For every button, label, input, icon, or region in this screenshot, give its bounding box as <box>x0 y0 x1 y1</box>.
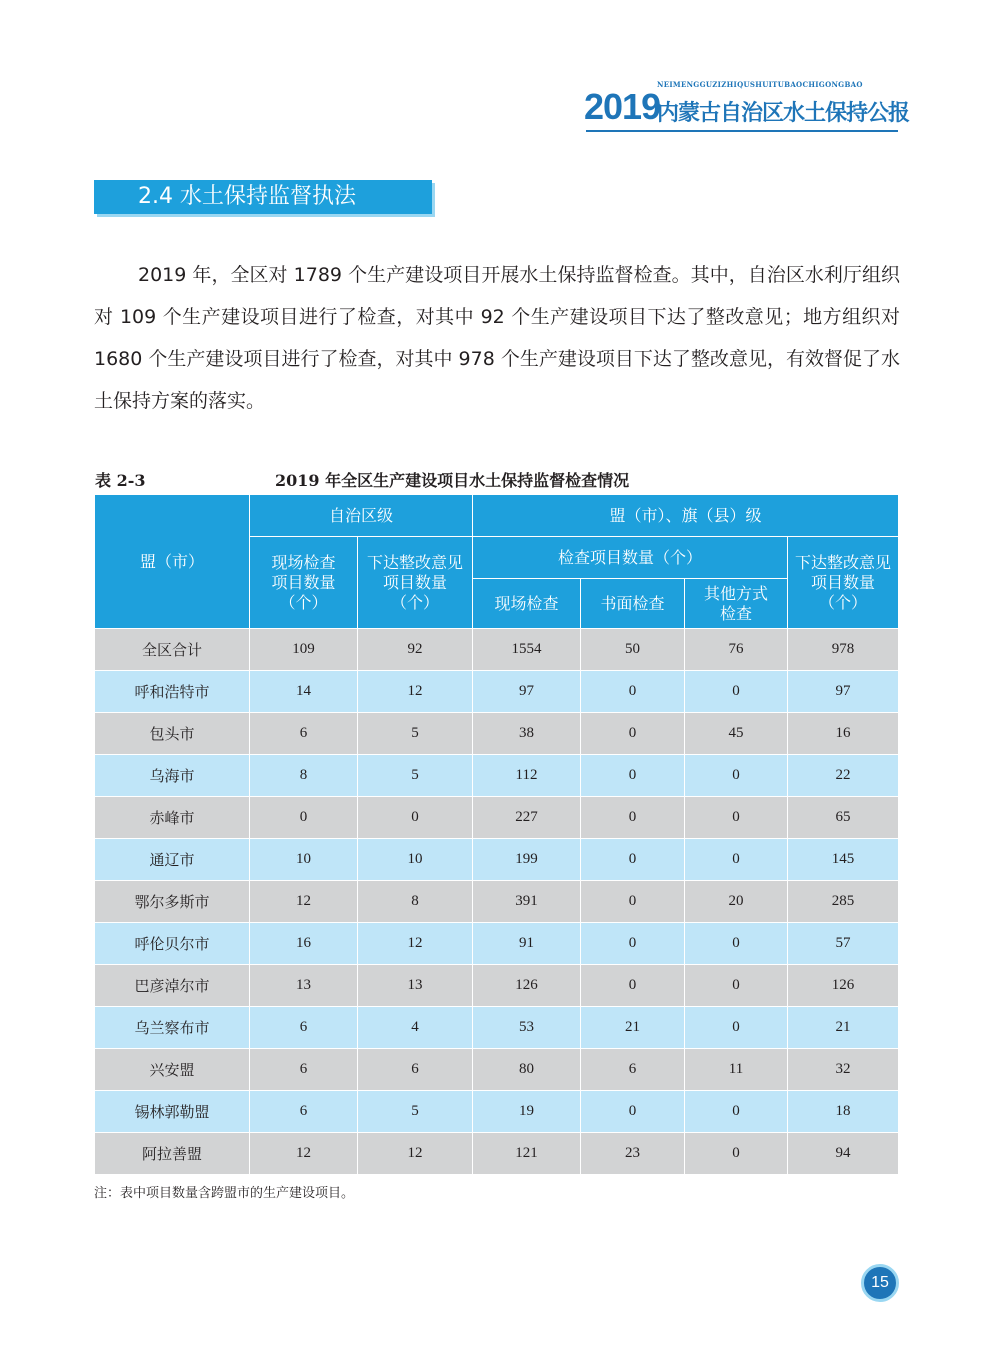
cell-value: 11 <box>685 1049 788 1091</box>
table-row <box>95 713 899 755</box>
header-local-rectification-line1: 下达整改意见 <box>795 552 892 572</box>
cell-value: 126 <box>473 965 581 1007</box>
cell-value: 6 <box>250 1007 358 1049</box>
cell-value: 13 <box>250 965 358 1007</box>
cell-value: 13 <box>358 965 473 1007</box>
cell-value: 126 <box>788 965 899 1007</box>
cell-value: 4 <box>358 1007 473 1049</box>
cell-league: 乌海市 <box>95 755 250 797</box>
cell-value: 0 <box>685 1091 788 1133</box>
cell-league: 巴彦淖尔市 <box>95 965 250 1007</box>
cell-value: 0 <box>581 713 685 755</box>
cell-value: 65 <box>788 797 899 839</box>
header-year: 2019 <box>584 86 661 127</box>
cell-value: 18 <box>788 1091 899 1133</box>
cell-value: 0 <box>685 1133 788 1175</box>
cell-value: 12 <box>250 1133 358 1175</box>
table-row <box>95 839 899 881</box>
cell-value: 12 <box>358 923 473 965</box>
cell-value: 0 <box>685 923 788 965</box>
cell-league: 兴安盟 <box>95 1049 250 1091</box>
header-onsite-count-line2: 项目数量 <box>271 572 336 592</box>
cell-value: 0 <box>581 671 685 713</box>
cell-value: 16 <box>250 923 358 965</box>
table-row <box>95 881 899 923</box>
cell-league: 锡林郭勒盟 <box>95 1091 250 1133</box>
table-row <box>95 671 899 713</box>
cell-value: 8 <box>358 881 473 923</box>
cell-value: 6 <box>250 1049 358 1091</box>
cell-value: 8 <box>250 755 358 797</box>
table-row <box>95 923 899 965</box>
header-divider <box>586 130 898 132</box>
header-other-line2: 检查 <box>720 603 753 623</box>
cell-value: 0 <box>581 755 685 797</box>
section-title: 2.4 水土保持监督执法 <box>138 184 356 209</box>
cell-value: 1554 <box>473 629 581 671</box>
cell-value: 16 <box>788 713 899 755</box>
table-note: 注：表中项目数量含跨盟市的生产建设项目。 <box>94 1186 355 1201</box>
table-row <box>95 1049 899 1091</box>
header-title: 内蒙古自治区水土保持公报 <box>657 101 910 126</box>
cell-value: 80 <box>473 1049 581 1091</box>
cell-value: 121 <box>473 1133 581 1175</box>
cell-value: 76 <box>685 629 788 671</box>
cell-value: 20 <box>685 881 788 923</box>
paragraph-text: 2019 年，全区对 1789 个生产建设项目开展水土保持监督检查。其中，自治区水利厅组织对 109 个生产建设项目进行了检查，对其中 92 个生产建设项目下达了整改意见；地方组织对 1680 个生产建设项目进行了检查，对其中 978 个生产建设项目下达了整改意见，有效督促了水土保持方案的落实。 <box>94 264 900 412</box>
cell-value: 50 <box>581 629 685 671</box>
cell-league: 阿拉善盟 <box>95 1133 250 1175</box>
cell-value: 6 <box>358 1049 473 1091</box>
cell-value: 109 <box>250 629 358 671</box>
cell-value: 21 <box>581 1007 685 1049</box>
cell-value: 6 <box>250 713 358 755</box>
cell-value: 0 <box>685 839 788 881</box>
cell-value: 38 <box>473 713 581 755</box>
header-written: 书面检查 <box>581 579 685 629</box>
cell-value: 978 <box>788 629 899 671</box>
cell-value: 5 <box>358 755 473 797</box>
header-region-level: 自治区级 <box>250 495 473 537</box>
table-row <box>95 797 899 839</box>
cell-value: 6 <box>581 1049 685 1091</box>
cell-value: 12 <box>250 881 358 923</box>
header-inspected-count: 检查项目数量（个） <box>473 537 788 579</box>
table-row <box>95 1091 899 1133</box>
header-other-line1: 其他方式 <box>704 583 769 603</box>
cell-value: 57 <box>788 923 899 965</box>
cell-value: 5 <box>358 1091 473 1133</box>
cell-value: 14 <box>250 671 358 713</box>
cell-value: 112 <box>473 755 581 797</box>
cell-value: 0 <box>581 839 685 881</box>
cell-value: 391 <box>473 881 581 923</box>
cell-value: 92 <box>358 629 473 671</box>
inspection-table <box>94 494 899 1175</box>
cell-value: 0 <box>685 797 788 839</box>
cell-value: 0 <box>250 797 358 839</box>
header-rectification-line2: 项目数量 <box>383 572 448 592</box>
cell-value: 0 <box>581 923 685 965</box>
body-paragraph <box>94 254 900 422</box>
header-rectification-line1: 下达整改意见 <box>367 552 464 572</box>
cell-value: 0 <box>685 671 788 713</box>
cell-value: 32 <box>788 1049 899 1091</box>
cell-value: 91 <box>473 923 581 965</box>
table-row <box>95 755 899 797</box>
header-rectification-count <box>358 537 473 629</box>
header-local-rectification-count <box>788 537 899 629</box>
header-onsite-count <box>250 537 358 629</box>
cell-value: 145 <box>788 839 899 881</box>
cell-league: 赤峰市 <box>95 797 250 839</box>
table-row <box>95 1007 899 1049</box>
cell-value: 12 <box>358 671 473 713</box>
cell-value: 97 <box>788 671 899 713</box>
cell-league: 通辽市 <box>95 839 250 881</box>
cell-value: 0 <box>581 965 685 1007</box>
cell-value: 94 <box>788 1133 899 1175</box>
header-league: 盟（市） <box>95 495 250 629</box>
table-number: 表 2-3 <box>95 471 146 490</box>
cell-value: 12 <box>358 1133 473 1175</box>
header-onsite: 现场检查 <box>473 579 581 629</box>
cell-league: 全区合计 <box>95 629 250 671</box>
cell-value: 227 <box>473 797 581 839</box>
cell-league: 鄂尔多斯市 <box>95 881 250 923</box>
page-number: 15 <box>861 1264 899 1302</box>
cell-league: 呼和浩特市 <box>95 671 250 713</box>
header-onsite-count-line3: （个） <box>279 592 328 612</box>
cell-value: 10 <box>358 839 473 881</box>
cell-value: 199 <box>473 839 581 881</box>
cell-value: 0 <box>581 881 685 923</box>
cell-value: 53 <box>473 1007 581 1049</box>
cell-league: 乌兰察布市 <box>95 1007 250 1049</box>
cell-league: 呼伦贝尔市 <box>95 923 250 965</box>
cell-value: 5 <box>358 713 473 755</box>
header-pinyin: NEIMENGGUZIZHIQUSHUITUBAOCHIGONGBAO <box>657 80 863 89</box>
cell-value: 97 <box>473 671 581 713</box>
cell-value: 0 <box>358 797 473 839</box>
header-league-county-level: 盟（市）、旗（县）级 <box>473 495 899 537</box>
table-row <box>95 1133 899 1175</box>
cell-value: 0 <box>581 1091 685 1133</box>
table-caption: 2019 年全区生产建设项目水土保持监督检查情况 <box>275 471 630 490</box>
cell-value: 0 <box>685 965 788 1007</box>
cell-value: 23 <box>581 1133 685 1175</box>
cell-value: 19 <box>473 1091 581 1133</box>
header-other <box>685 579 788 629</box>
cell-value: 285 <box>788 881 899 923</box>
section-heading-bar <box>94 180 432 214</box>
cell-value: 10 <box>250 839 358 881</box>
cell-league: 包头市 <box>95 713 250 755</box>
cell-value: 21 <box>788 1007 899 1049</box>
header-onsite-count-line1: 现场检查 <box>271 552 336 572</box>
cell-value: 6 <box>250 1091 358 1133</box>
header-rectification-line3: （个） <box>391 592 440 612</box>
cell-value: 45 <box>685 713 788 755</box>
cell-value: 22 <box>788 755 899 797</box>
table-row <box>95 629 899 671</box>
cell-value: 0 <box>581 797 685 839</box>
cell-value: 0 <box>685 755 788 797</box>
table-row <box>95 965 899 1007</box>
header-local-rectification-line2: 项目数量 <box>811 572 876 592</box>
header-local-rectification-line3: （个） <box>819 592 868 612</box>
cell-value: 0 <box>685 1007 788 1049</box>
